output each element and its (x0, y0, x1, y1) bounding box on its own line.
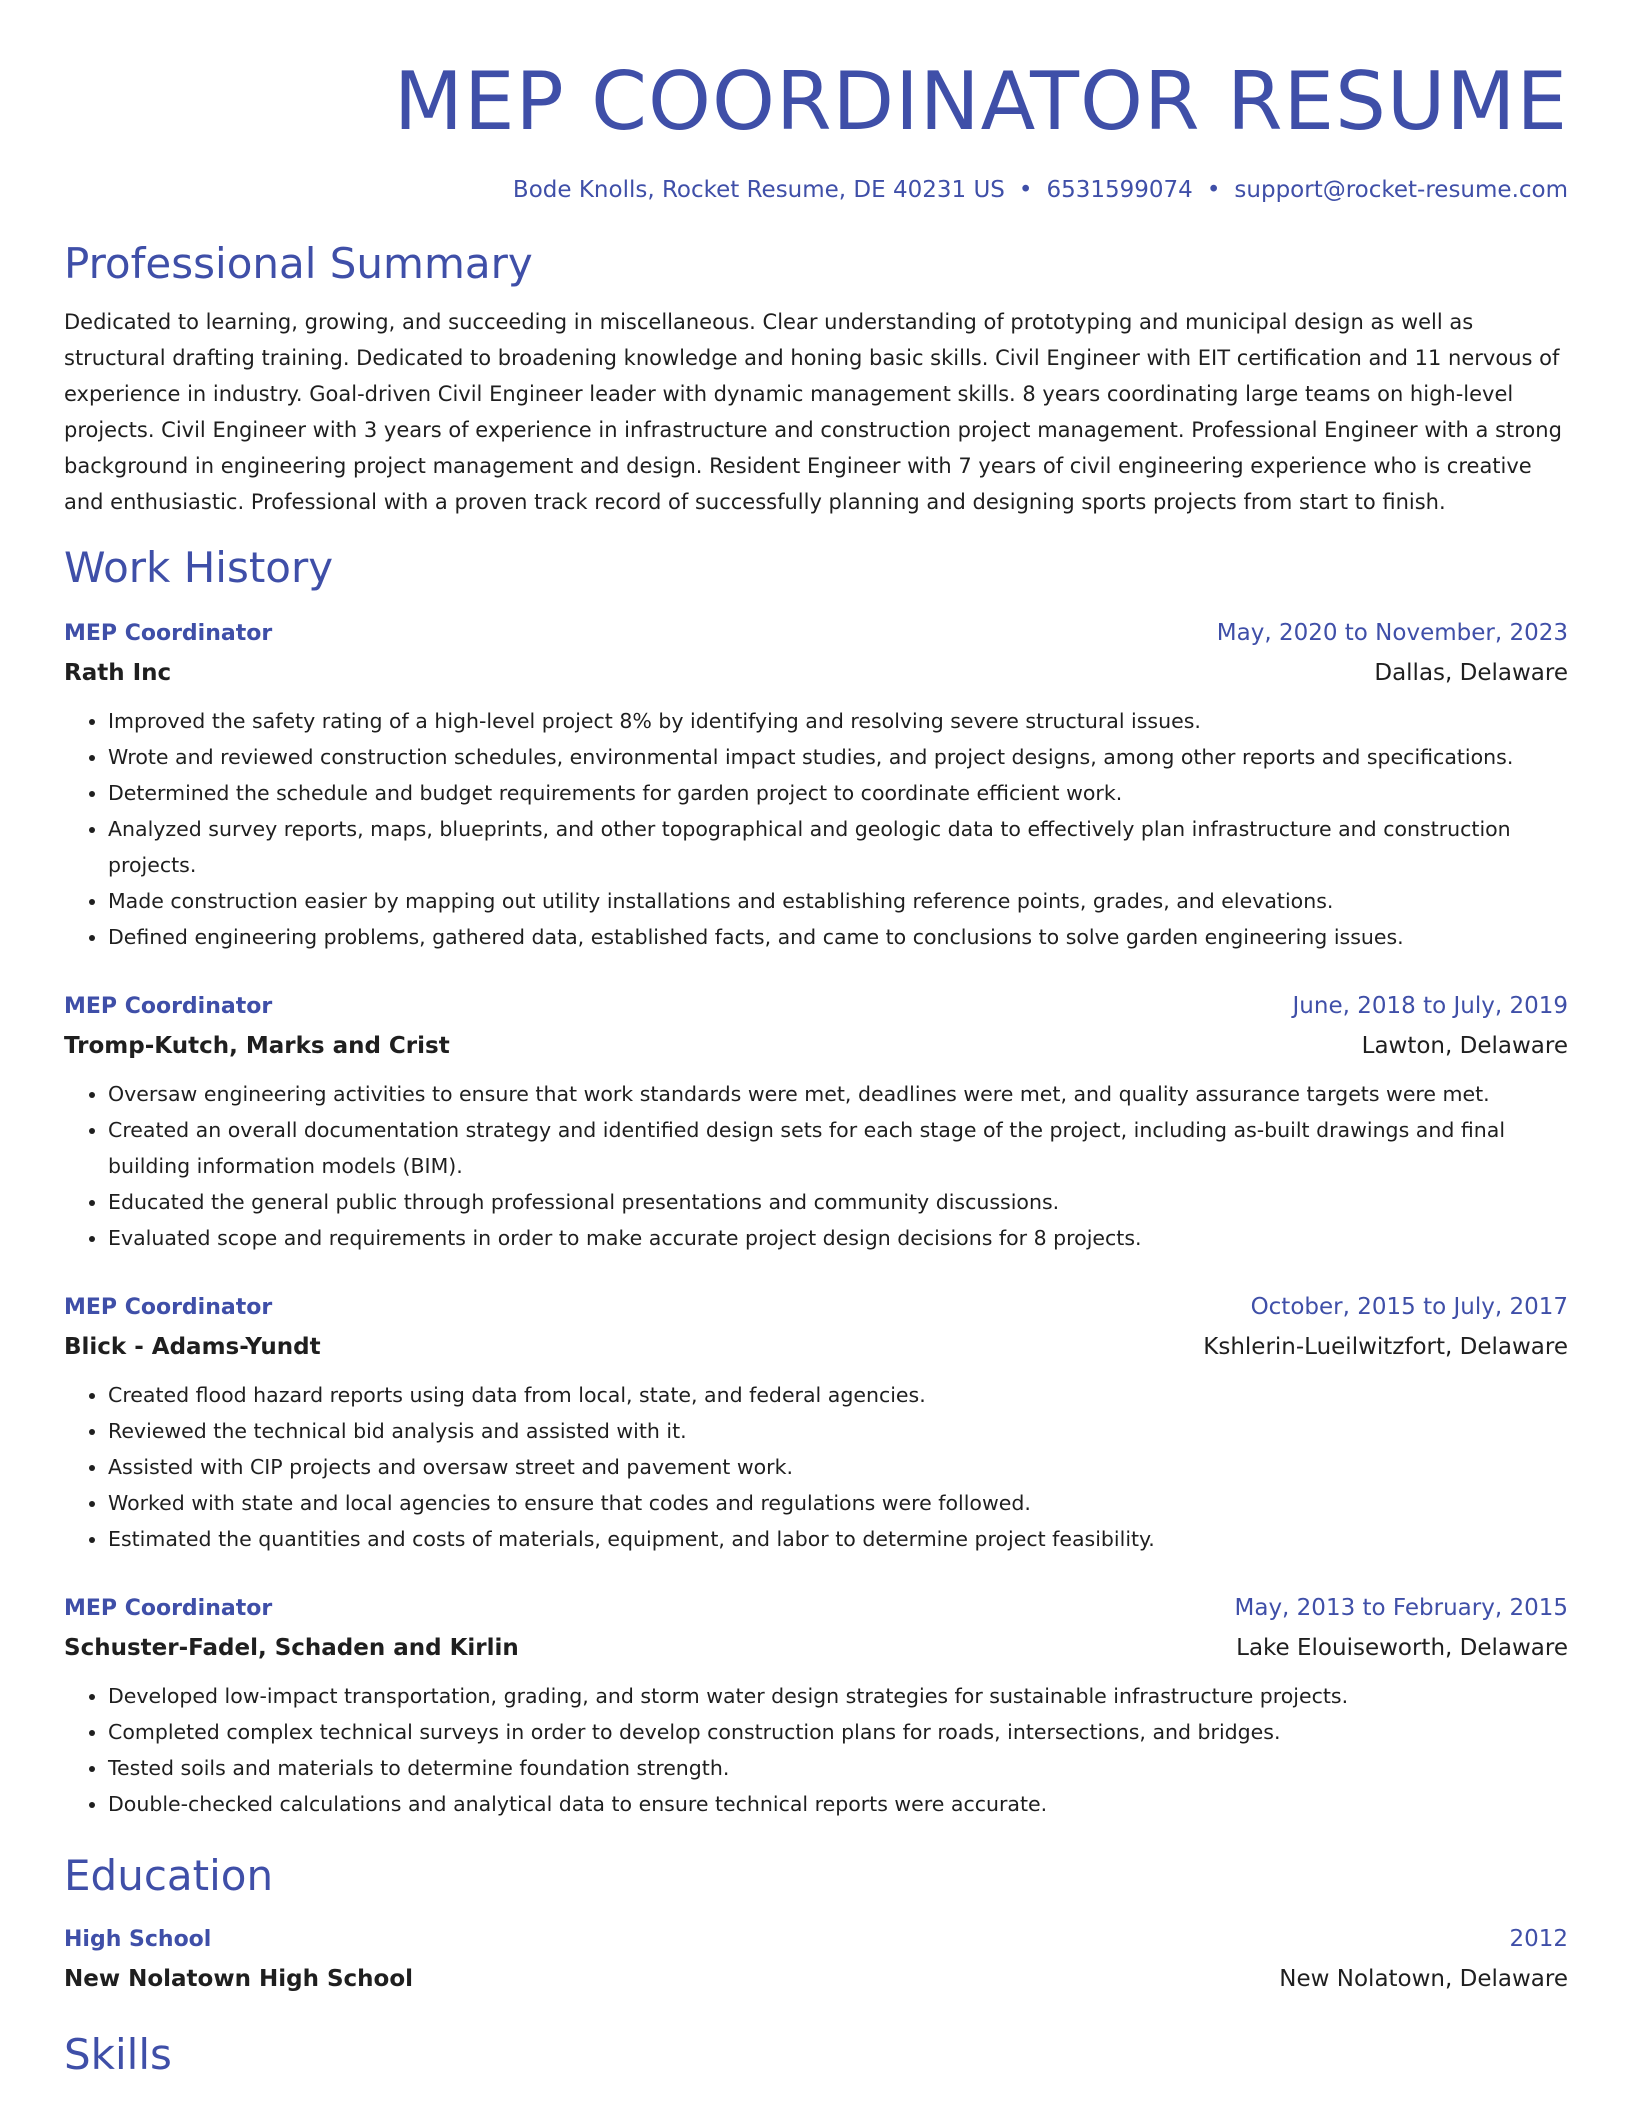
job-bullet: • Created an overall documentation strategy and identified design sets for each stage of the project, including as-built drawings and final building information models (BIM). (108, 1112, 1568, 1184)
job-bullet: • Defined engineering problems, gathered data, established facts, and came to conclusions to solve garden engineering issues. (108, 919, 1568, 955)
education-location: New Nolatown, Delaware (1279, 1966, 1568, 1992)
job-company: Schuster-Fadel, Schaden and Kirlin (64, 1635, 519, 1661)
job-bullet: • Double-checked calculations and analytical data to ensure technical reports were accurate. (108, 1786, 1568, 1822)
work-history-list (64, 614, 1568, 1822)
job-bullet-list (64, 703, 1568, 955)
job-bullet: • Reviewed the technical bid analysis and assisted with it. (108, 1413, 1568, 1449)
job-bullet: • Oversaw engineering activities to ensure that work standards were met, deadlines were met, and quality assurance targets were met. (108, 1076, 1568, 1112)
summary-heading: Professional Summary (64, 239, 533, 288)
job-bullet: • Developed low-impact transportation, grading, and storm water design strategies for sustainable infrastructure projects. (108, 1678, 1568, 1714)
education-heading: Education (64, 1851, 274, 1900)
job-bullet: • Wrote and reviewed construction schedules, environmental impact studies, and project designs, among other reports and specifications. (108, 739, 1568, 775)
job-entry (64, 987, 1568, 1256)
education-school: New Nolatown High School (64, 1966, 414, 1992)
job-title: MEP Coordinator (64, 994, 273, 1019)
job-entry (64, 614, 1568, 955)
job-company: Blick - Adams-Yundt (64, 1334, 321, 1360)
job-bullet: • Tested soils and materials to determine foundation strength. (108, 1750, 1568, 1786)
job-bullet: • Assisted with CIP projects and oversaw street and pavement work. (108, 1449, 1568, 1485)
summary-text: Dedicated to learning, growing, and succeeding in miscellaneous. Clear understanding of prototyping and municipal design as well as structural drafting training. Dedicated to broadening knowledge and honing basic skills. Civil Engineer with EIT certification and 11 nervous of experience in industry. Goal-driven Civil Engineer leader with dynamic management skills. 8 years coordinating large teams on high-level projects. Civil Engineer with 3 years of experience in infrastructure and construction project management. Professional Engineer with a strong background in engineering project management and design. Resident Engineer with 7 years of civil engineering experience who is creative and enthusiastic. Professional with a proven track record of successfully planning and designing sports projects from start to finish. (64, 310, 1562, 514)
job-bullet: • Made construction easier by mapping out utility installations and establishing reference points, grades, and elevations. (108, 883, 1568, 919)
job-bullet: • Analyzed survey reports, maps, blueprints, and other topographical and geologic data to effectively plan infrastructure and construction projects. (108, 811, 1568, 883)
contact-separator: • (1018, 177, 1033, 203)
job-location: Kshlerin-Lueilwitzfort, Delaware (1203, 1334, 1568, 1360)
job-company: Rath Inc (64, 660, 172, 686)
job-dates: May, 2013 to February, 2015 (1234, 1595, 1568, 1621)
job-bullet-list (64, 1076, 1568, 1256)
contact-email: support@rocket-resume.com (1234, 177, 1568, 203)
education-degree: High School (64, 1927, 212, 1952)
job-location: Dallas, Delaware (1374, 660, 1568, 686)
job-bullet: • Estimated the quantities and costs of materials, equipment, and labor to determine project feasibility. (108, 1521, 1568, 1557)
job-bullet: • Educated the general public through professional presentations and community discussions. (108, 1184, 1568, 1220)
contact-line (64, 174, 1568, 206)
contact-separator: • (1206, 177, 1221, 203)
job-location: Lawton, Delaware (1361, 1033, 1568, 1059)
resume-title: MEP COORDINATOR RESUME (393, 55, 1568, 148)
contact-phone: 6531599074 (1046, 177, 1193, 203)
job-title: MEP Coordinator (64, 621, 273, 646)
job-bullet: • Improved the safety rating of a high-level project 8% by identifying and resolving severe structural issues. (108, 703, 1568, 739)
work-history-heading: Work History (64, 543, 334, 592)
job-bullet: • Determined the schedule and budget requirements for garden project to coordinate efficient work. (108, 775, 1568, 811)
skills-heading: Skills (64, 2030, 172, 2079)
job-bullet: • Completed complex technical surveys in order to develop construction plans for roads, intersections, and bridges. (108, 1714, 1568, 1750)
job-bullet: • Created flood hazard reports using data from local, state, and federal agencies. (108, 1377, 1568, 1413)
job-location: Lake Elouiseworth, Delaware (1236, 1635, 1568, 1661)
job-bullet: • Evaluated scope and requirements in order to make accurate project design decisions for 8 projects. (108, 1220, 1568, 1256)
job-entry (64, 1288, 1568, 1557)
contact-address: Bode Knolls, Rocket Resume, DE 40231 US (512, 177, 1005, 203)
education-year: 2012 (1509, 1926, 1568, 1952)
education-entry (64, 1920, 1568, 1999)
job-company: Tromp-Kutch, Marks and Crist (64, 1033, 450, 1059)
job-title: MEP Coordinator (64, 1295, 273, 1320)
job-bullet: • Worked with state and local agencies to ensure that codes and regulations were followed. (108, 1485, 1568, 1521)
job-dates: October, 2015 to July, 2017 (1250, 1294, 1568, 1320)
job-dates: June, 2018 to July, 2019 (1292, 993, 1568, 1019)
job-title: MEP Coordinator (64, 1596, 273, 1621)
job-dates: May, 2020 to November, 2023 (1216, 620, 1568, 646)
job-bullet-list (64, 1377, 1568, 1557)
job-entry (64, 1589, 1568, 1822)
job-bullet-list (64, 1678, 1568, 1822)
resume-page (64, 0, 1568, 2081)
